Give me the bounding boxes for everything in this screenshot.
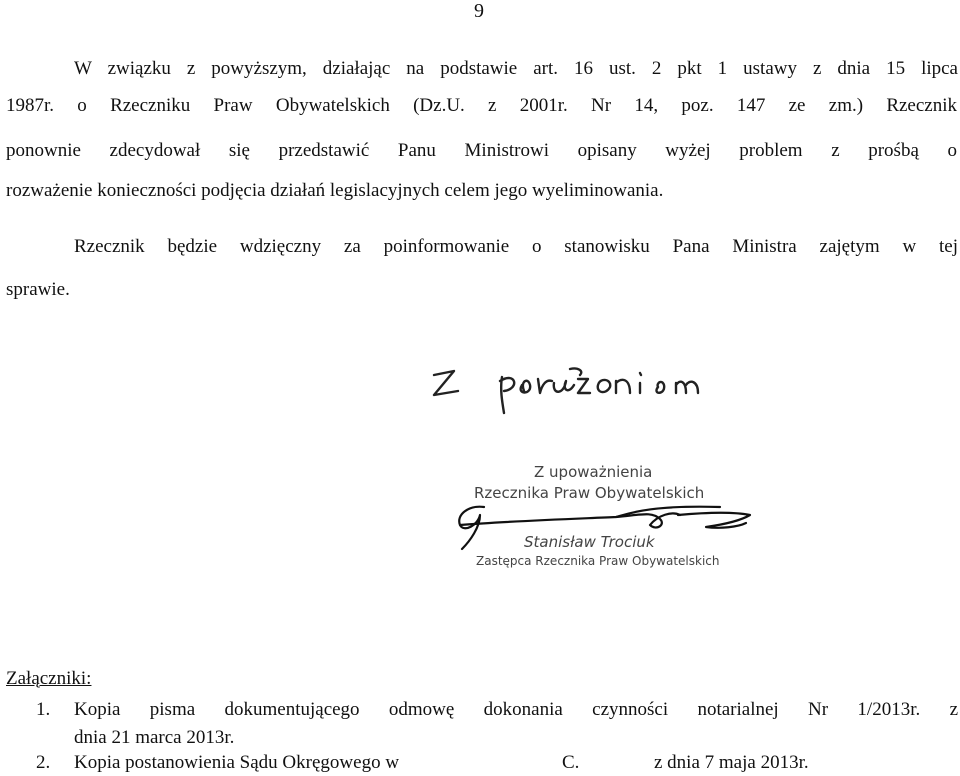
paragraph-1-line-1: W związku z powyższym, działając na podstawie art. 16 ust. 2 pkt 1 ustawy z dnia 15 lipca [74,58,958,79]
stamp-line-2: Rzecznika Praw Obywatelskich [474,484,705,502]
attachment-2-line-1: Kopia postanowienia Sądu Okręgowego w [74,752,400,773]
attachment-1-number: 1. [36,699,51,720]
paragraph-2-line-2: sprawie. [6,279,70,300]
paragraph-1-line-3: ponownie zdecydował się przedstawić Panu Ministrowi opisany wyżej problem z prośbą o [6,140,957,161]
attachment-2-number: 2. [36,752,51,773]
attachment-2-city: C. [562,752,580,773]
signature-stamp-image [420,355,760,580]
attachment-1-line-1: Kopia pisma dokumentującego odmowę dokonania czynności notarialnej Nr 1/2013r. z [74,699,958,720]
attachment-1-line-2: dnia 21 marca 2013r. [74,727,235,748]
stamp-name: Stanisław Trociuk [524,533,655,551]
attachments-heading: Załączniki: [6,668,92,689]
stamp-line-1: Z upoważnienia [534,463,653,481]
attachment-2-date: z dnia 7 maja 2013r. [654,752,809,773]
paragraph-1-line-4: rozważenie konieczności podjęcia działań legislacyjnych celem jego wyeliminowania. [6,180,664,201]
paragraph-1-line-2: 1987r. o Rzeczniku Praw Obywatelskich (Dz.U. z 2001r. Nr 14, poz. 147 ze zm.) Rzecznik [6,95,957,116]
page-number: 9 [474,0,484,22]
paragraph-2-line-1: Rzecznik będzie wdzięczny za poinformowanie o stanowisku Pana Ministra zajętym w tej [74,236,958,257]
handwritten-greeting-signature [434,368,698,413]
stamp-title: Zastępca Rzecznika Praw Obywatelskich [476,554,720,568]
